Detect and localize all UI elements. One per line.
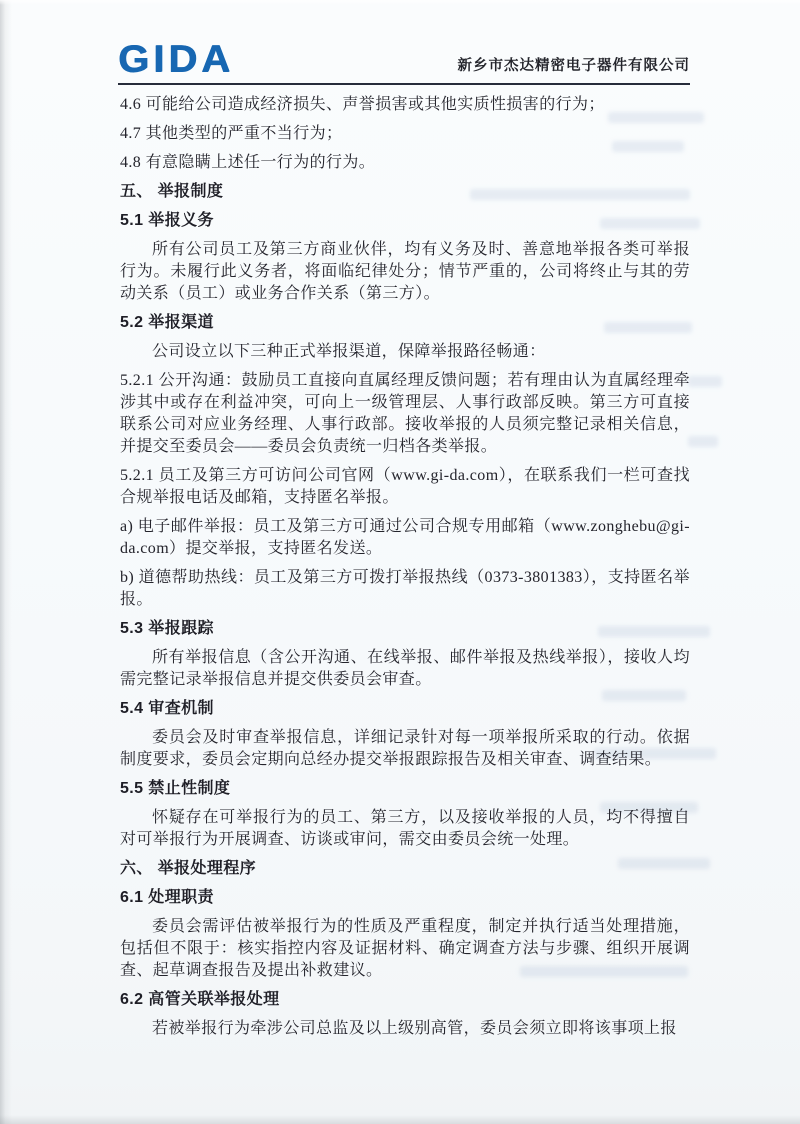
scan-edge-bottom: [0, 1115, 800, 1124]
heading-5-3: 5.3 举报跟踪: [120, 620, 214, 637]
paragraph-5-4: 委员会及时审查举报信息，详细记录针对每一项举报所采取的行动。依据制度要求，委员会定期向总经办提交举报跟踪报告及相关审查、调查结果。: [120, 729, 690, 768]
clause-4-6: 4.6 可能给公司造成经济损失、声誉损害或其他实质性损害的行为；: [120, 96, 605, 113]
paragraph-6-1: 委员会需评估被举报行为的性质及严重程度，制定并执行适当处理措施，包括但不限于：核实指控内容及证据材料、确定调查方法与步骤、组织开展调查、起草调查报告及提出补救建议。: [120, 918, 690, 979]
paragraph-6-2: 若被举报行为牵涉公司总监及以上级别高管，委员会须立即将该事项上报: [152, 1020, 677, 1037]
heading-5-4: 5.4 审查机制: [120, 700, 214, 717]
clause-5-2-1-website: 5.2.1 员工及第三方可访问公司官网（www.gi-da.com），在联系我们一栏可查找合规举报电话及邮箱，支持匿名举报。: [120, 467, 690, 506]
heading-6-1: 6.1 处理职责: [120, 889, 214, 906]
paragraph-5-2-intro: 公司设立以下三种正式举报渠道，保障举报路径畅通：: [152, 343, 546, 360]
clause-4-8: 4.8 有意隐瞒上述任一行为的行为。: [120, 154, 376, 171]
scan-edge-left: [0, 0, 12, 1124]
bleedthrough-artifact: [688, 376, 722, 387]
clause-4-7: 4.7 其他类型的严重不当行为；: [120, 125, 343, 142]
clause-hotline-report: b) 道德帮助热线：员工及第三方可拨打举报热线（0373-3801383），支持匿名举报。: [120, 569, 690, 608]
paragraph-5-1: 所有公司员工及第三方商业伙伴，均有义务及时、善意地举报各类可举报行为。未履行此义务者，将面临纪律处分；情节严重的，公司将终止与其的劳动关系（员工）或业务合作关系（第三方）。: [120, 241, 690, 302]
paragraph-5-3: 所有举报信息（含公开沟通、在线举报、邮件举报及热线举报），接收人均需完整记录举报信息并提交供委员会审查。: [120, 649, 690, 688]
heading-5-5: 5.5 禁止性制度: [120, 780, 231, 797]
heading-6-2: 6.2 高管关联举报处理: [120, 991, 280, 1008]
letterhead: [118, 38, 690, 85]
document-body: [120, 94, 690, 1047]
bleedthrough-artifact: [688, 436, 718, 447]
heading-5-1: 5.1 举报义务: [120, 212, 214, 229]
heading-5-2: 5.2 举报渠道: [120, 314, 214, 331]
section-6-heading: 六、 举报处理程序: [120, 860, 257, 877]
clause-5-2-1-open: 5.2.1 公开沟通：鼓励员工直接向直属经理反馈问题；若有理由认为直属经理牵涉其中或存在利益冲突，可向上一级管理层、人事行政部反映。第三方可直接联系公司对应业务经理、人事行政部。接收举报的人员须完整记录相关信息，并提交至委员会——委员会负责统一归档各类举报。: [120, 372, 690, 455]
company-logo: GIDA: [118, 37, 234, 80]
clause-email-report: a) 电子邮件举报：员工及第三方可通过公司合规专用邮箱（www.zonghebu@gi-da.com）提交举报，支持匿名发送。: [120, 518, 690, 557]
header-divider: [118, 83, 690, 85]
company-name: 新乡市杰达精密电子器件有限公司: [457, 58, 690, 74]
paragraph-5-5: 怀疑存在可举报行为的员工、第三方，以及接收举报的人员，均不得擅自对可举报行为开展调查、访谈或审问，需交由委员会统一处理。: [120, 809, 690, 848]
scan-edge-top: [0, 0, 800, 5]
section-5-heading: 五、 举报制度: [120, 183, 224, 200]
